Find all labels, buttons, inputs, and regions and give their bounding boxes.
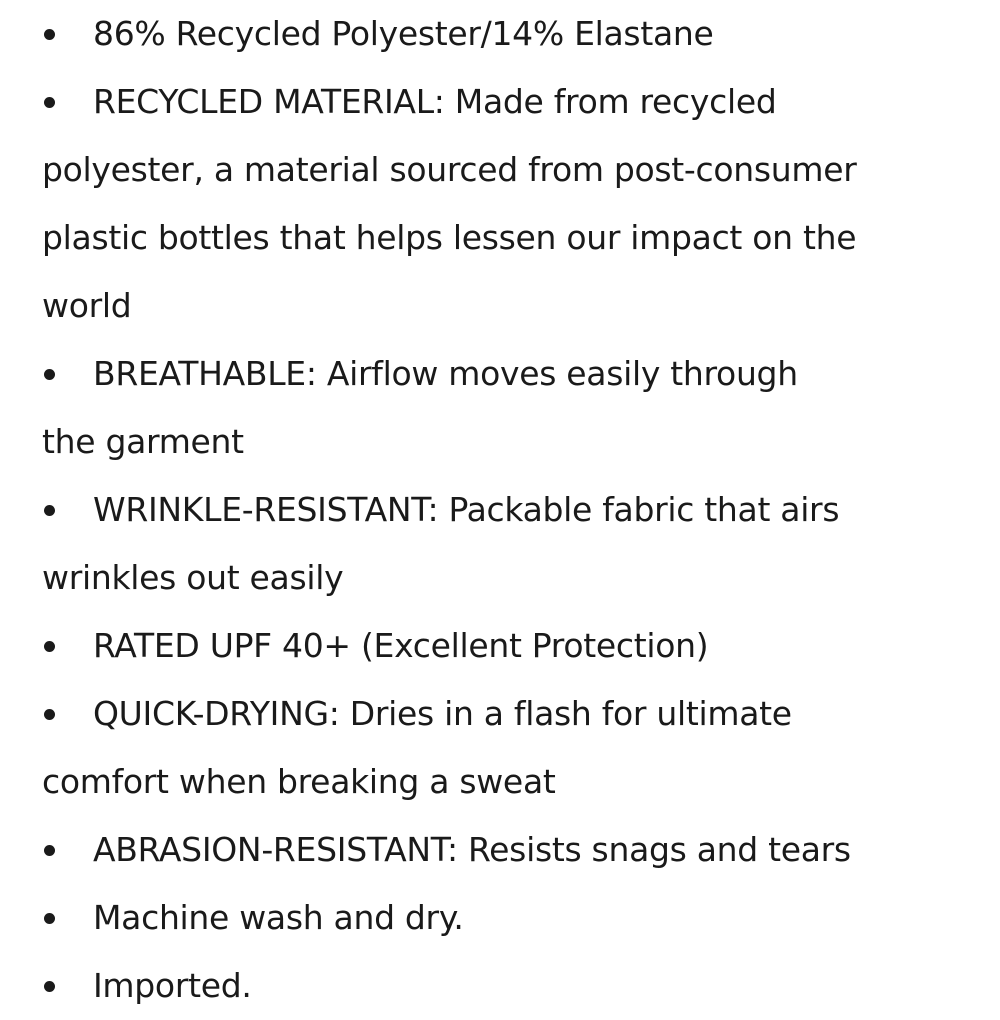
feature-text: the garment xyxy=(42,422,244,461)
feature-text: 86% Recycled Polyester/14% Elastane xyxy=(93,14,714,53)
feature-text: RATED UPF 40+ (Excellent Protection) xyxy=(93,626,709,665)
bullet-icon xyxy=(44,97,55,108)
product-features-list xyxy=(42,0,982,1020)
feature-item-quick-drying xyxy=(42,680,982,748)
feature-item-abrasion-resistant xyxy=(42,816,982,884)
bullet-icon xyxy=(44,369,55,380)
bullet-icon xyxy=(44,981,55,992)
feature-text: QUICK-DRYING: Dries in a flash for ultimate xyxy=(93,694,792,733)
feature-item-care-instructions xyxy=(42,884,982,952)
feature-item-upf-rating xyxy=(42,612,982,680)
bullet-icon xyxy=(44,505,55,516)
feature-item-recycled-material xyxy=(42,68,982,136)
bullet-icon xyxy=(44,845,55,856)
bullet-icon xyxy=(44,29,55,40)
feature-text: Imported. xyxy=(93,966,252,1005)
bullet-icon xyxy=(44,709,55,720)
feature-continuation-line xyxy=(42,544,982,612)
feature-item-breathable xyxy=(42,340,982,408)
feature-item-origin xyxy=(42,952,982,1020)
feature-text: Machine wash and dry. xyxy=(93,898,464,937)
bullet-icon xyxy=(44,913,55,924)
feature-continuation-line xyxy=(42,136,982,204)
feature-text: comfort when breaking a sweat xyxy=(42,762,556,801)
feature-text: WRINKLE-RESISTANT: Packable fabric that airs xyxy=(93,490,840,529)
feature-continuation-line xyxy=(42,204,982,272)
feature-text: RECYCLED MATERIAL: Made from recycled xyxy=(93,82,777,121)
feature-text: plastic bottles that helps lessen our impact on the xyxy=(42,218,857,257)
feature-text: BREATHABLE: Airflow moves easily through xyxy=(93,354,798,393)
bullet-icon xyxy=(44,641,55,652)
feature-text: ABRASION-RESISTANT: Resists snags and tears xyxy=(93,830,851,869)
feature-text: polyester, a material sourced from post-consumer xyxy=(42,150,857,189)
feature-continuation-line xyxy=(42,408,982,476)
feature-text: wrinkles out easily xyxy=(42,558,344,597)
feature-continuation-line xyxy=(42,272,982,340)
feature-item-material-composition xyxy=(42,0,982,68)
feature-continuation-line xyxy=(42,748,982,816)
feature-item-wrinkle-resistant xyxy=(42,476,982,544)
feature-text: world xyxy=(42,286,132,325)
